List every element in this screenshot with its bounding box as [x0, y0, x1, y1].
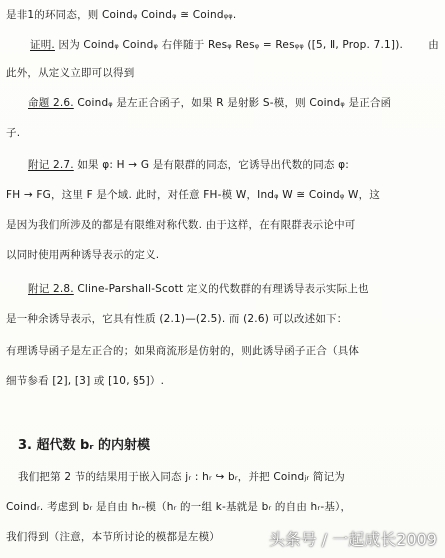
text-span: 是非1的环同态，则 Coindᵩ Coindᵩ ≅ Coindᵩᵩ. [6, 9, 237, 21]
text-span: 子. [6, 127, 21, 139]
text-span: 是一种余诱导表示，它具有性质 (2.1)—(2.5). 而 (2.6) 可以改述如下： [6, 313, 348, 325]
text-span: FH → FG，这里 F 是个域. 此时，对任意 FH-模 W，Indᵩ W ≅ Coindᵩ W，这 [6, 189, 381, 201]
text-line [6, 66, 439, 80]
text-line [6, 374, 439, 388]
text-line [6, 126, 439, 140]
text-line [18, 470, 439, 484]
proof-label: 证明. [30, 39, 55, 51]
text-span: 因为 Coindᵩ Coindᵩ 右伴随于 Resᵩ Resᵩ = Resᵩᵩ ([5, Ⅱ, Prop. 7.1]). [54, 39, 404, 51]
text-span: 此外，从定义立即可以得到 [6, 67, 135, 79]
text-span: 有理诱导函子是左正合的；如果商流形是仿射的，则此诱导函子正合（具体 [6, 345, 360, 357]
proof-line [30, 38, 439, 52]
text-line [6, 8, 439, 22]
text-span: 是因为我们所涉及的都是有限维对称代数. 由于这样，在有限群表示论中可 [6, 219, 356, 231]
section-title: 3. 超代数 bᵣ 的内射模 [18, 438, 150, 453]
text-line [6, 248, 439, 262]
text-span: 细节参看 [2], [3] 或 [10, §5]）. [6, 375, 165, 387]
proposition-label: 命题 2.6. [28, 97, 74, 109]
text-span: Coindᵩ 是左正合函子，如果 R 是射影 S-模，则 Coindᵩ 是正合函 [73, 97, 392, 109]
text-line [6, 312, 439, 326]
text-span: 由 [428, 39, 439, 51]
text-span: 如果 φ: H → G 是有限群的同态，它诱导出代数的同态 φ: [73, 159, 350, 171]
remark-label: 附记 2.7. [28, 159, 74, 171]
text-line [6, 344, 439, 358]
text-span: 以同时使用两种诱导表示的定义. [6, 249, 160, 261]
text-span: Cline-Parshall-Scott 定义的代数群的有理诱导表示实际上也 [73, 283, 369, 295]
text-span: 我们得到（注意，本节所讨论的模都是左模） [6, 531, 220, 543]
text-line [6, 188, 439, 202]
proposition-line [28, 96, 439, 110]
remark-label: 附记 2.8. [28, 283, 74, 295]
remark-line [28, 282, 439, 296]
text-line [6, 500, 439, 514]
text-span: 我们把第 2 节的结果用于嵌入同态 jᵣ : hᵣ ↪ bᵣ，并把 Coindⱼᵣ 简记为 [18, 471, 345, 483]
remark-line [28, 158, 439, 172]
text-line [6, 218, 439, 232]
text-span: Coindᵣ. 考虑到 bᵣ 是自由 hᵣ-模（hᵣ 的一组 k-基就是 bᵣ 的自由 hᵣ-基）， [6, 501, 352, 513]
watermark: 头条号 / 一起成长2009 [268, 530, 437, 549]
